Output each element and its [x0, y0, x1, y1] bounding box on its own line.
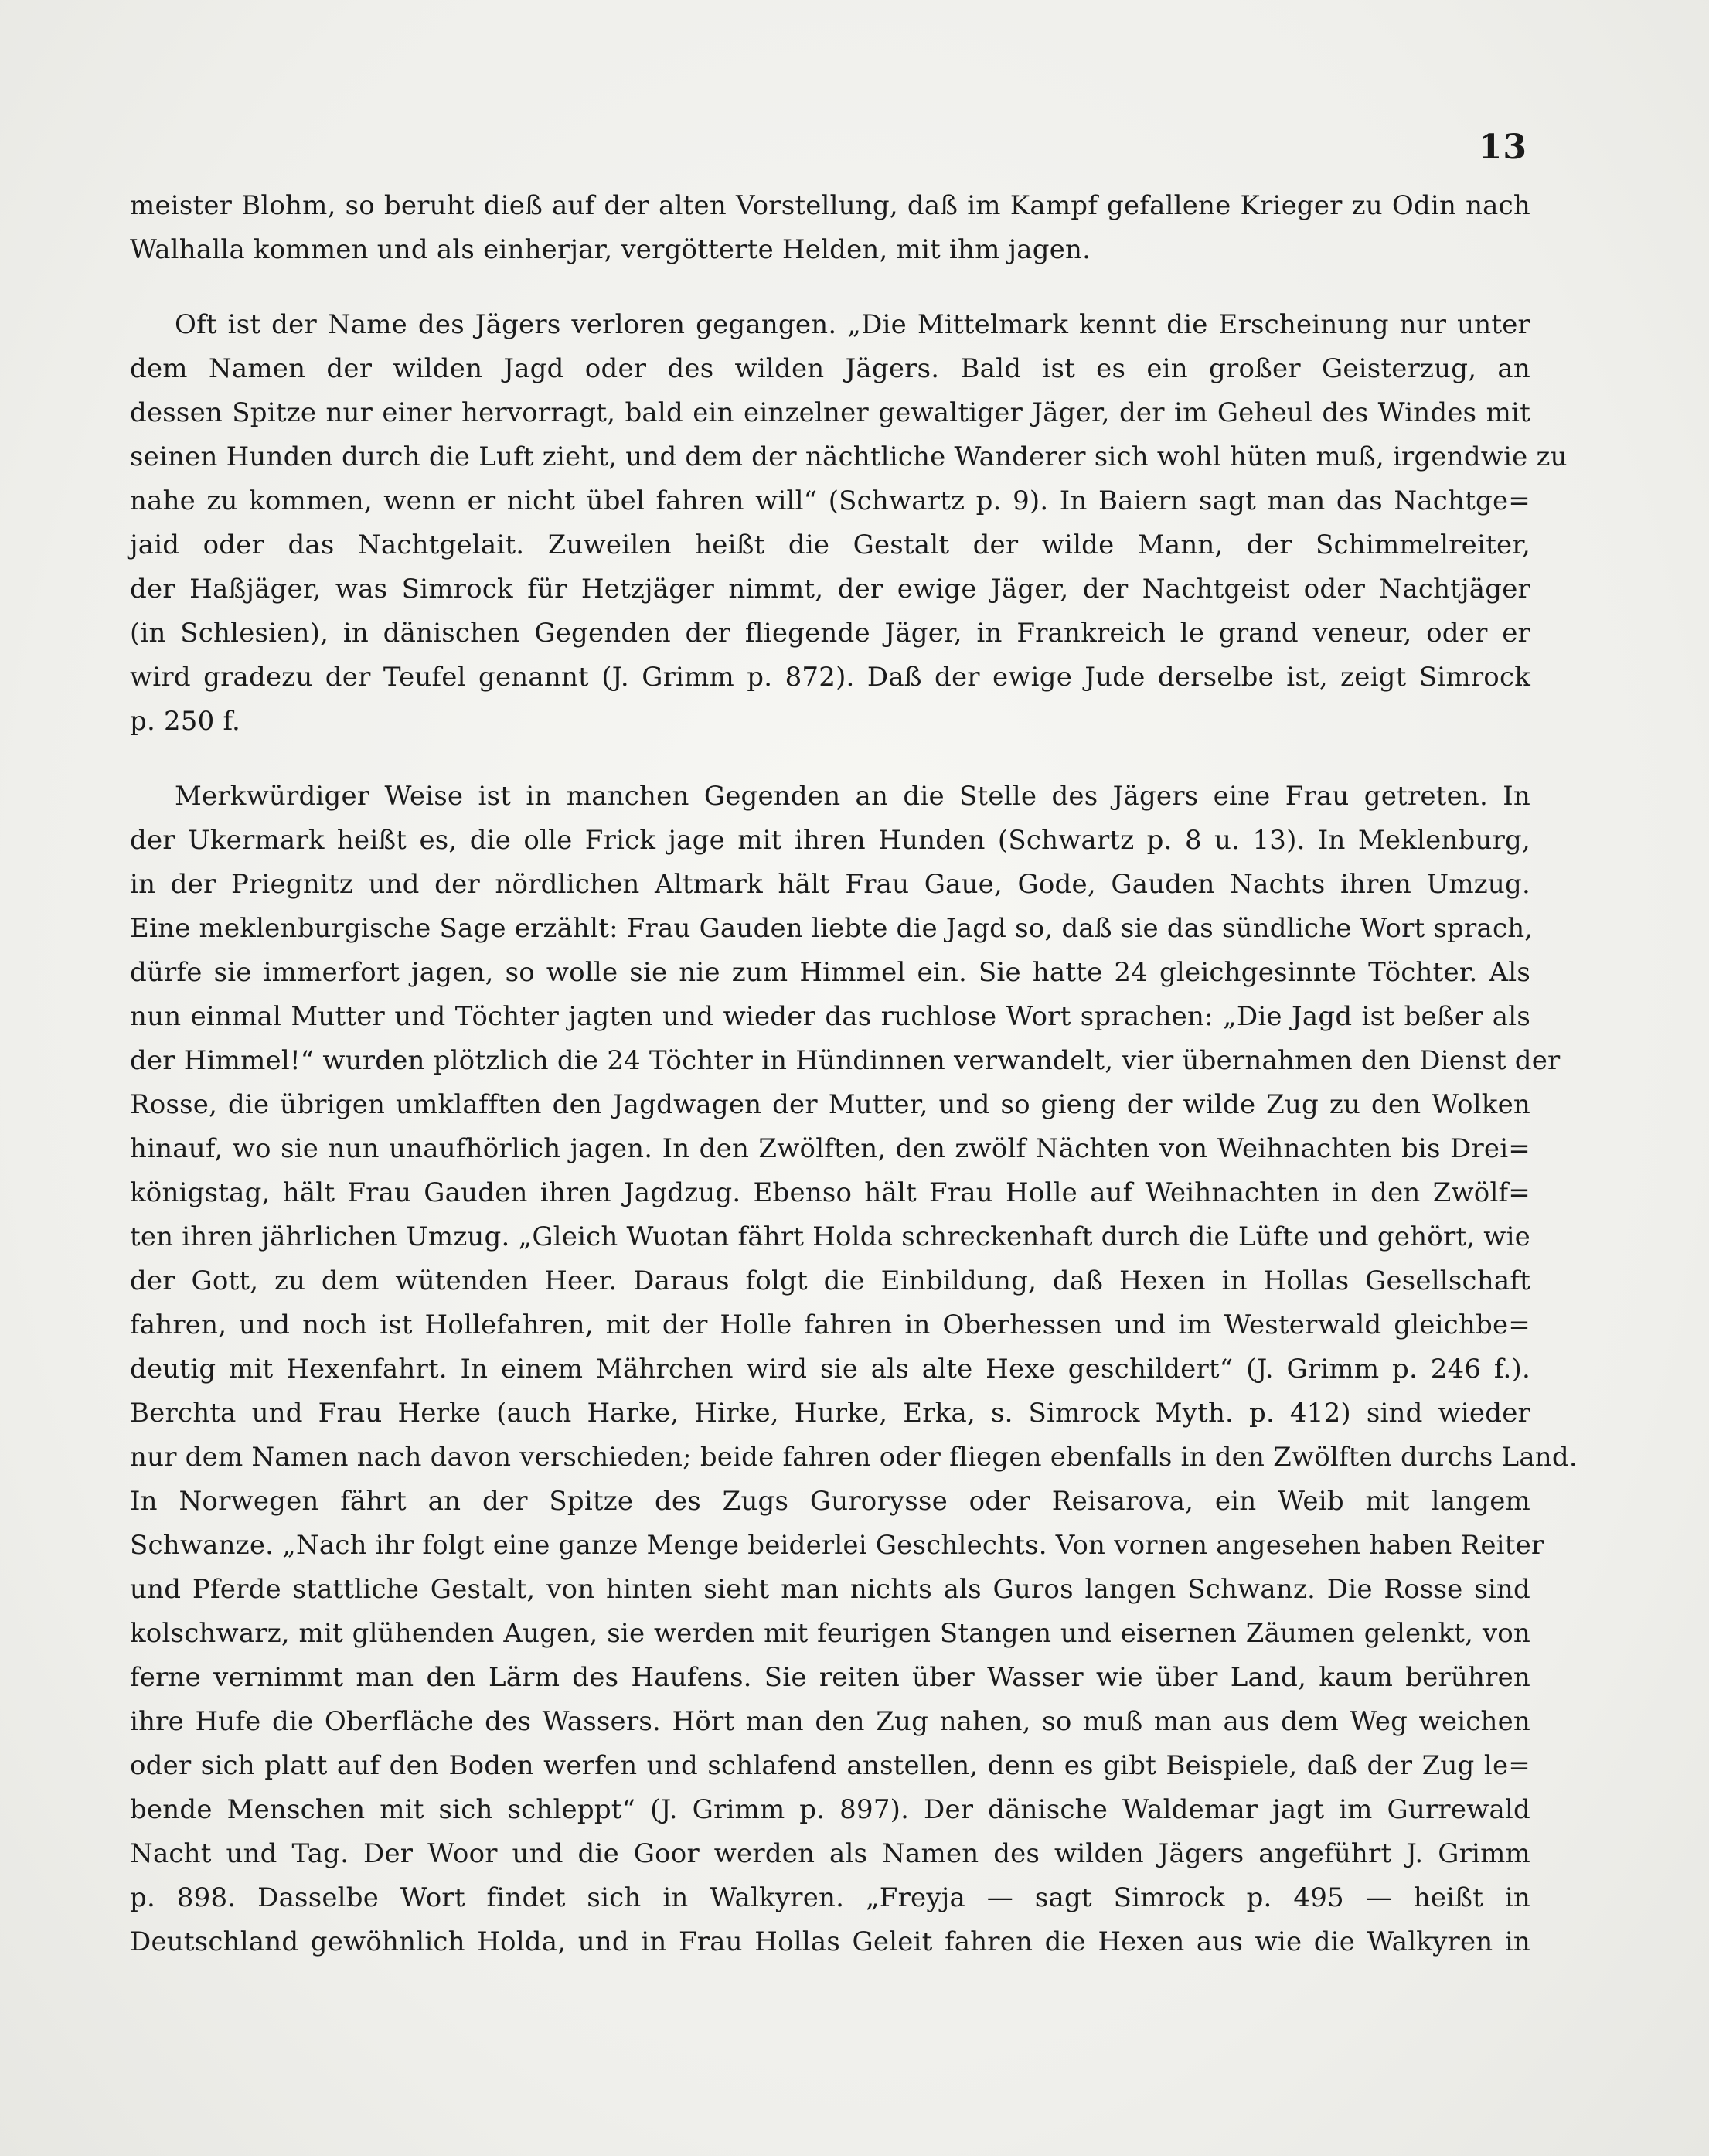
text-line: ihre Hufe die Oberfläche des Wassers. Hört man den Zug nahen, so muß man aus dem Weg weichen — [130, 1706, 1530, 1737]
text-line: der Gott, zu dem wütenden Heer. Daraus folgt die Einbildung, daß Hexen in Hollas Gesellschaft — [130, 1265, 1530, 1296]
text-line: dürfe sie immerfort jagen, so wolle sie nie zum Himmel ein. Sie hatte 24 gleichgesinnte Töchter. Als — [130, 957, 1530, 988]
text-line: Deutschland gewöhnlich Holda, und in Frau Hollas Geleit fahren die Hexen aus wie die Walkyren in — [130, 1926, 1530, 1957]
text-line: ferne vernimmt man den Lärm des Haufens. Sie reiten über Wasser wie über Land, kaum berühren — [130, 1662, 1530, 1693]
text-line: königstag, hält Frau Gauden ihren Jagdzug. Ebenso hält Frau Holle auf Weihnachten in den Zwölf= — [130, 1177, 1530, 1208]
text-line: fahren, und noch ist Hollefahren, mit der Holle fahren in Oberhessen und im Westerwald gleichbe= — [130, 1310, 1530, 1340]
text-line: und Pferde stattliche Gestalt, von hinten sieht man nichts als Guros langen Schwanz. Die Rosse sind — [130, 1574, 1530, 1605]
text-line: der Himmel!“ wurden plötzlich die 24 Töchter in Hündinnen verwandelt, vier übernahmen den Dienst der — [130, 1045, 1561, 1076]
text-line: in der Priegnitz und der nördlichen Altmark hält Frau Gaue, Gode, Gauden Nachts ihren Umzug. — [130, 869, 1530, 900]
page-number: 13 — [1478, 128, 1527, 167]
text-line: nun einmal Mutter und Töchter jagten und wieder das ruchlose Wort sprachen: „Die Jagd ist beßer als — [130, 1001, 1530, 1032]
text-line: nahe zu kommen, wenn er nicht übel fahren will“ (Schwartz p. 9). In Baiern sagt man das Nachtge= — [130, 485, 1530, 516]
text-line: der Haßjäger, was Simrock für Hetzjäger nimmt, der ewige Jäger, der Nachtgeist oder Nachtjäger — [130, 574, 1530, 605]
text-line: nur dem Namen nach davon verschieden; beide fahren oder fliegen ebenfalls in den Zwölften durchs Land. — [130, 1442, 1578, 1473]
text-line: wird gradezu der Teufel genannt (J. Grimm p. 872). Daß der ewige Jude derselbe ist, zeigt Simrock — [130, 662, 1530, 693]
text-line: bende Menschen mit sich schleppt“ (J. Grimm p. 897). Der dänische Waldemar jagt im Gurrewald — [130, 1794, 1530, 1825]
text-line: Merkwürdiger Weise ist in manchen Gegenden an die Stelle des Jägers eine Frau getreten. In — [175, 781, 1530, 812]
text-line: jaid oder das Nachtgelait. Zuweilen heißt die Gestalt der wilde Mann, der Schimmelreiter, — [130, 530, 1530, 560]
text-line: p. 250 f. — [130, 706, 241, 737]
paragraph — [130, 184, 1530, 272]
text-line: Berchta und Frau Herke (auch Harke, Hirke, Hurke, Erka, s. Simrock Myth. p. 412) sind wieder — [130, 1398, 1530, 1429]
text-line: dessen Spitze nur einer hervorragt, bald ein einzelner gewaltiger Jäger, der im Geheul des Windes mit — [130, 397, 1530, 428]
text-line: Schwanze. „Nach ihr folgt eine ganze Menge beiderlei Geschlechts. Von vornen angesehen haben Reiter — [130, 1530, 1544, 1561]
text-line: Oft ist der Name des Jägers verloren gegangen. „Die Mittelmark kennt die Erscheinung nur unter — [175, 309, 1530, 340]
text-line: dem Namen der wilden Jagd oder des wilden Jägers. Bald ist es ein großer Geisterzug, an — [130, 353, 1530, 384]
text-line: meister Blohm, so beruht dieß auf der alten Vorstellung, daß im Kampf gefallene Krieger zu Odin nach — [130, 190, 1530, 221]
paragraph — [130, 775, 1578, 1964]
text-line: hinauf, wo sie nun unaufhörlich jagen. In den Zwölften, den zwölf Nächten von Weihnachten bis Drei= — [130, 1133, 1530, 1164]
text-line: Rosse, die übrigen umklafften den Jagdwagen der Mutter, und so gieng der wilde Zug zu den Wolken — [130, 1089, 1530, 1120]
text-line: p. 898. Dasselbe Wort findet sich in Walkyren. „Freyja — sagt Simrock p. 495 — heißt in — [130, 1882, 1530, 1913]
text-line: kolschwarz, mit glühenden Augen, sie werden mit feurigen Stangen und eisernen Zäumen gelenkt, von — [130, 1618, 1530, 1649]
paragraph — [130, 303, 1568, 744]
text-line: seinen Hunden durch die Luft zieht, und dem der nächtliche Wanderer sich wohl hüten muß, irgendwie zu — [130, 441, 1568, 472]
text-line: deutig mit Hexenfahrt. In einem Mährchen wird sie als alte Hexe geschildert“ (J. Grimm p. 246 f.). — [130, 1354, 1530, 1385]
text-line: Nacht und Tag. Der Woor und die Goor werden als Namen des wilden Jägers angeführt J. Grimm — [130, 1838, 1530, 1869]
text-line: (in Schlesien), in dänischen Gegenden der fliegende Jäger, in Frankreich le grand veneur, oder er — [130, 618, 1530, 649]
text-line: ten ihren jährlichen Umzug. „Gleich Wuotan fährt Holda schreckenhaft durch die Lüfte und gehört, wie — [130, 1221, 1530, 1252]
text-line: der Ukermark heißt es, die olle Frick jage mit ihren Hunden (Schwartz p. 8 u. 13). In Meklenburg, — [130, 825, 1530, 856]
text-line: Eine meklenburgische Sage erzählt: Frau Gauden liebte die Jagd so, daß sie das sündliche Wort sprach, — [130, 913, 1534, 944]
text-line: In Norwegen fährt an der Spitze des Zugs Gurorysse oder Reisarova, ein Weib mit langem — [130, 1486, 1530, 1517]
text-line: Walhalla kommen und als einherjar, vergötterte Helden, mit ihm jagen. — [130, 234, 1091, 265]
text-line: oder sich platt auf den Boden werfen und schlafend anstellen, denn es gibt Beispiele, daß der Zug le= — [130, 1750, 1530, 1781]
body-text — [130, 184, 1578, 1964]
